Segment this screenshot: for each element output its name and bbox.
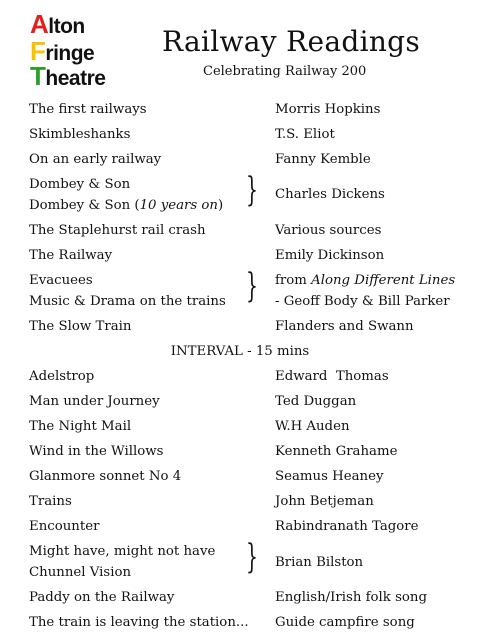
- grouping-brace: }: [246, 266, 258, 306]
- alton-fringe-theatre-logo: [30, 8, 140, 91]
- programme-item-author: Brian Bilston: [275, 555, 364, 570]
- programme-item-title: The Slow Train: [29, 319, 132, 334]
- page-subtitle: Celebrating Railway 200: [203, 64, 367, 79]
- logo-line-theatre: Theatre: [30, 61, 106, 91]
- programme-item-author: T.S. Eliot: [275, 127, 335, 142]
- programme-item-author: Kenneth Grahame: [275, 444, 398, 459]
- programme-item-title: Dombey & Son: [29, 177, 131, 192]
- programme-item-title: Wind in the Willows: [29, 444, 164, 459]
- programme-item-title: Paddy on the Railway: [29, 590, 175, 605]
- programme-item-title: Might have, might not have: [29, 544, 216, 559]
- programme-item-author: Charles Dickens: [275, 187, 385, 202]
- programme-item-author: John Betjeman: [275, 494, 374, 509]
- page-title: Railway Readings: [162, 25, 421, 58]
- programme-item-title: Encounter: [29, 519, 100, 534]
- programme-item-author: Fanny Kemble: [275, 152, 371, 167]
- grouping-brace: }: [246, 537, 258, 577]
- programme-item-author: Rabindranath Tagore: [275, 519, 419, 534]
- programme-item-title: Man under Journey: [29, 394, 160, 409]
- programme-item-title: Glanmore sonnet No 4: [29, 469, 182, 484]
- programme-item-author: - Geoff Body & Bill Parker: [275, 294, 450, 309]
- programme-item-author: Flanders and Swann: [275, 319, 414, 334]
- programme-item-author: Ted Duggan: [275, 394, 357, 409]
- programme-item-author: Morris Hopkins: [275, 102, 381, 117]
- programme-item-title: The Night Mail: [29, 419, 132, 434]
- programme-item-author: Seamus Heaney: [275, 469, 384, 484]
- interval-label: INTERVAL - 15 mins: [170, 344, 310, 359]
- programme-item-author: Various sources: [275, 223, 382, 238]
- programme-item-title: Dombey & Son (10 years on): [29, 198, 224, 213]
- logo-line-fringe: Fringe: [30, 36, 95, 66]
- programme-item-author: Emily Dickinson: [275, 248, 385, 263]
- programme-item-author: from Along Different Lines: [275, 273, 456, 288]
- programme-item-title: Music & Drama on the trains: [29, 294, 226, 309]
- programme-item-title: Skimbleshanks: [29, 127, 131, 142]
- programme-item-author: W.H Auden: [275, 419, 350, 434]
- grouping-brace: }: [246, 170, 258, 210]
- programme-item-title: Evacuees: [29, 273, 93, 288]
- programme-item-author: Edward Thomas: [275, 369, 389, 384]
- programme-item-title: The Staplehurst rail crash: [29, 223, 206, 238]
- programme-item-title: On an early railway: [29, 152, 162, 167]
- programme-item-author: English/Irish folk song: [275, 590, 427, 605]
- programme-item-title: Adelstrop: [29, 369, 95, 384]
- programme-item-title: The first railways: [29, 102, 147, 117]
- programme-item-author: Guide campfire song: [275, 615, 415, 630]
- programme-item-title: Chunnel Vision: [29, 565, 132, 580]
- programme-item-title: Trains: [29, 494, 72, 509]
- logo-line-alton: Alton: [30, 9, 85, 39]
- programme-item-title: The train is leaving the station...: [29, 615, 249, 630]
- programme-item-title: The Railway: [29, 248, 113, 263]
